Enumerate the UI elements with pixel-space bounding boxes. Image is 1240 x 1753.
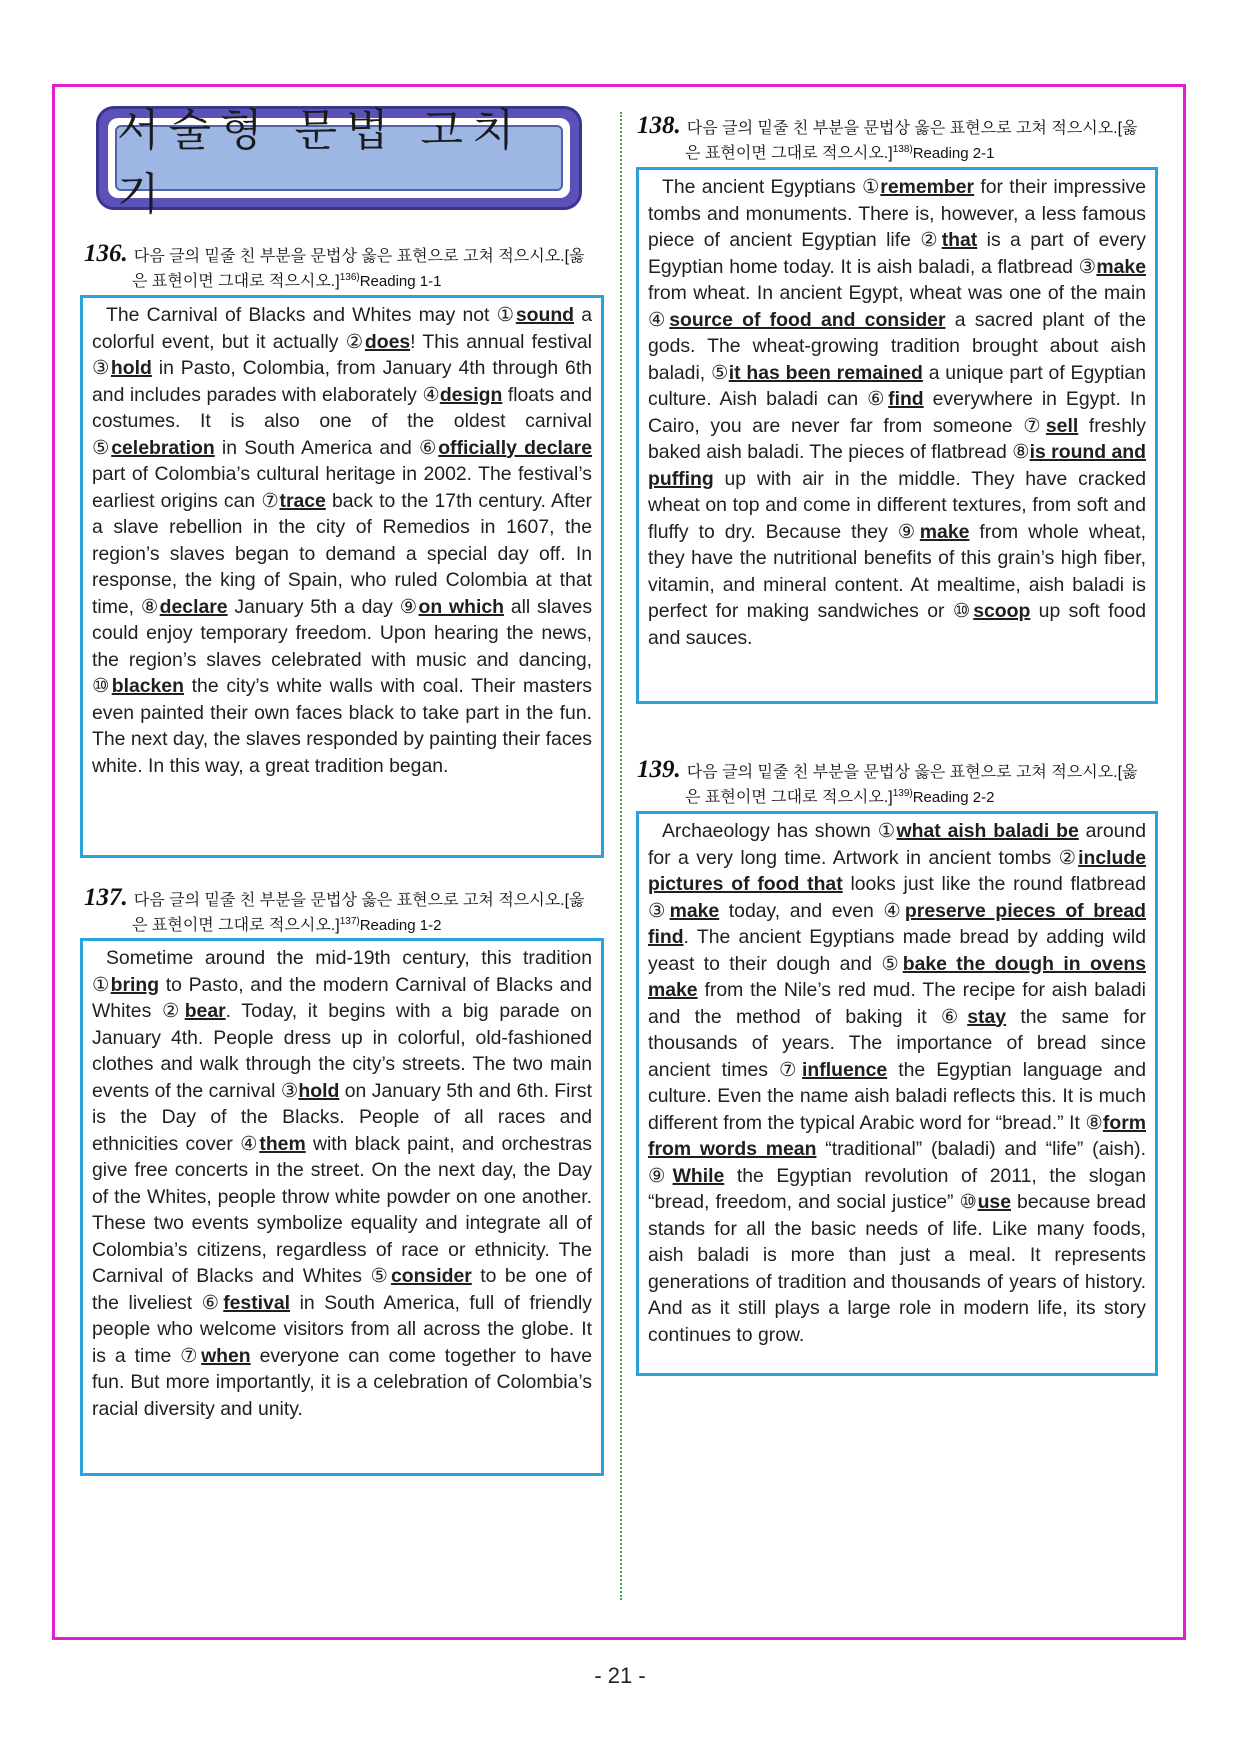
passage-segment: up with air in the middle. They have cracked wheat on top and come in different textures, from soft and fluffy to dry. Because they ⑨	[648, 467, 1146, 543]
underlined-blank: form from words mean	[648, 1111, 1146, 1160]
underlined-blank: use	[977, 1191, 1011, 1213]
passage-segment: the city’s white walls with coal. Their masters even painted their own faces black to take part in the fun. The next day, the slaves responded by painting their faces white. In this way, a great tradition began.	[92, 675, 592, 777]
passage-segment: around for a very long time. Artwork in ancient tombs ②	[648, 820, 1147, 869]
passage-segment: ! This annual festival ③	[92, 330, 592, 379]
passage-segment: January 5th a day ⑨	[227, 595, 419, 618]
passage-segment: everyone can come together to have fun. But more importantly, it is a celebration of Colombia’s racial diversity and unity.	[92, 1344, 592, 1420]
passage-segment: a unique part of Egyptian culture. Aish baladi can ⑥	[648, 361, 1146, 410]
passage-segment: The ancient Egyptians ①	[662, 176, 881, 198]
page-title: 서술형 문법 고치기	[117, 105, 524, 220]
question-137-header	[84, 884, 604, 936]
underlined-blank: make	[669, 899, 720, 922]
underlined-blank: scoop	[973, 600, 1031, 622]
question-instruction: 다음 글의 밑줄 친 부분을 문법상 옳은 표현으로 고쳐 적으시오.[옳	[686, 120, 1138, 137]
underlined-blank: consider	[390, 1265, 472, 1287]
passage-segment: in Pasto, Colombia, from January 4th through 6th and includes parades with elaborately ④	[92, 357, 592, 406]
passage-segment: in South America, full of friendly people who welcome visitors from all across the globe. It is a time ⑦	[92, 1291, 592, 1367]
passage-text-136	[92, 302, 592, 779]
footnote-ref: 138)	[892, 144, 913, 155]
question-instruction-cont: 은 표현이면 그대로 적으시오.]	[132, 273, 340, 290]
reading-reference: Reading 1-1	[359, 273, 442, 290]
passage-segment: is a part of every Egyptian home today. It is aish baladi, a flatbread ③	[648, 229, 1147, 278]
passage-segment: in South America and ⑥	[214, 436, 439, 459]
passage-segment: back to the 17th century. After a slave rebellion in the city of Remedios in 1607, the region’s slaves began to demand a special day off. In response, the king of Spain, who ruled Colombia at that time, ⑧	[92, 489, 592, 618]
underlined-blank: on which	[418, 595, 504, 618]
underlined-blank: bear	[184, 1000, 226, 1022]
question-139-header	[637, 756, 1157, 808]
passage-box-137	[80, 938, 604, 1476]
title-banner-inner	[108, 105, 570, 220]
question-number: 137.	[84, 884, 128, 911]
underlined-blank: hold	[110, 357, 152, 379]
question-instruction: 다음 글의 밑줄 친 부분을 문법상 옳은 표현으로 고쳐 적으시오.[옳	[686, 764, 1138, 781]
underlined-blank: remember	[880, 176, 975, 198]
question-number: 136.	[84, 240, 128, 267]
passage-segment: everywhere in Egypt. In Cairo, you are never far from someone ⑦	[648, 388, 1147, 437]
underlined-blank: it has been remained	[728, 361, 923, 384]
underlined-blank: when	[201, 1344, 251, 1367]
passage-segment: the same for thousands of years. The importance of bread since ancient times ⑦	[648, 1005, 1146, 1081]
underlined-blank: hold	[298, 1079, 340, 1102]
passage-segment: Sometime around the mid-19th century, this tradition ①	[92, 947, 592, 996]
underlined-blank: festival	[223, 1291, 291, 1314]
question-136-header	[84, 240, 604, 292]
underlined-blank: blacken	[111, 675, 184, 697]
underlined-blank: make	[1096, 255, 1146, 278]
passage-segment: all slaves could enjoy temporary freedom. Upon hearing the news, the region’s slaves celebrated with music and dancing, ⑩	[92, 595, 593, 697]
footnote-ref: 139)	[892, 788, 913, 799]
reading-reference: Reading 1-2	[359, 917, 442, 934]
underlined-blank: trace	[279, 489, 326, 512]
passage-segment: Archaeology has shown ①	[662, 820, 897, 842]
question-instruction: 다음 글의 밑줄 친 부분을 문법상 옳은 표현으로 고쳐 적으시오.[옳	[133, 248, 585, 265]
passage-box-138	[636, 167, 1158, 704]
passage-text-139	[648, 818, 1146, 1348]
footnote-ref: 137)	[339, 916, 360, 927]
question-number: 139.	[637, 756, 681, 783]
passage-segment: for their impressive tombs and monuments. There is, however, a less famous piece of ancient Egyptian life ②	[648, 176, 1146, 251]
underlined-blank: them	[259, 1132, 306, 1155]
underlined-blank: include pictures of food that	[648, 846, 1146, 895]
passage-segment: looks just like the round flatbread ③	[648, 873, 1147, 922]
passage-segment: a sacred plant of the gods. The wheat-growing tradition brought about aish baladi, ⑤	[648, 308, 1146, 384]
underlined-blank: bring	[110, 973, 160, 996]
passage-segment: part of Colombia’s cultural heritage in 2002. The festival’s earliest origins can ⑦	[92, 463, 592, 512]
passage-segment: from the Nile’s red mud. The recipe for aish baladi and the method of baking it ⑥	[648, 979, 1146, 1028]
passage-segment: the Egyptian language and culture. Even the name aish baladi reflects this. It is much different from the typical Arabic word for “bread.” It ⑧	[648, 1058, 1146, 1134]
underlined-blank: make	[919, 520, 970, 543]
underlined-blank: does	[364, 330, 411, 353]
underlined-blank: preserve pieces of bread find	[648, 899, 1147, 948]
passage-text-137	[92, 945, 592, 1422]
underlined-blank: bake the dough in ovens make	[648, 952, 1146, 1001]
page-number: - 21 -	[594, 1663, 646, 1688]
underlined-blank: that	[941, 229, 978, 251]
passage-segment: freshly baked aish baladi. The pieces of flatbread ⑧	[648, 414, 1146, 463]
column-divider	[620, 112, 622, 1600]
footnote-ref: 136)	[339, 272, 360, 283]
passage-text-138	[648, 174, 1146, 651]
passage-segment: The Carnival of Blacks and Whites may not ①	[106, 304, 516, 326]
underlined-blank: celebration	[111, 436, 215, 459]
question-138-header	[637, 112, 1157, 164]
underlined-blank: influence	[802, 1058, 888, 1081]
passage-segment: today, and even ④	[719, 899, 905, 922]
underlined-blank: find	[888, 388, 924, 410]
question-instruction-cont: 은 표현이면 그대로 적으시오.]	[685, 789, 893, 806]
question-instruction: 다음 글의 밑줄 친 부분을 문법상 옳은 표현으로 고쳐 적으시오.[옳	[133, 892, 585, 909]
passage-segment: floats and costumes. It is also one of the oldest carnival ⑤	[92, 383, 592, 459]
passage-box-139	[636, 811, 1158, 1376]
passage-segment: the Egyptian revolution of 2011, the slogan “bread, freedom, and social justice” ⑩	[648, 1164, 1146, 1213]
underlined-blank: design	[439, 383, 503, 406]
underlined-blank: what aish baladi be	[896, 820, 1079, 842]
passage-segment: to be one of the liveliest ⑥	[92, 1265, 592, 1314]
passage-segment: a colorful event, but it actually ②	[92, 304, 593, 353]
passage-segment: to Pasto, and the modern Carnival of Blacks and Whites ②	[92, 973, 592, 1022]
underlined-blank: While	[672, 1164, 725, 1187]
passage-segment: from wheat. In ancient Egypt, wheat was one of the main ④	[648, 282, 1146, 331]
underlined-blank: sell	[1045, 414, 1079, 437]
underlined-blank: stay	[967, 1005, 1007, 1028]
reading-reference: Reading 2-1	[912, 145, 995, 162]
title-banner	[96, 105, 582, 220]
passage-segment: . The ancient Egyptians made bread by adding wild yeast to their dough and ⑤	[648, 926, 1146, 975]
question-instruction-cont: 은 표현이면 그대로 적으시오.]	[685, 145, 893, 162]
underlined-blank: officially declare	[438, 436, 593, 459]
underlined-blank: sound	[515, 304, 575, 326]
passage-segment: because bread stands for all the basic needs of life. Like many foods, aish baladi is more than just a meal. It represents generations of tradition and thousands of years of history. And as it still plays a large role in modern life, its story continues to grow.	[648, 1191, 1146, 1346]
underlined-blank: source of food and consider	[669, 308, 946, 331]
passage-segment: from whole wheat, they have the nutritional benefits of this grain’s high fiber, vitamin, and mineral content. At mealtime, aish baladi is perfect for making sandwiches or ⑩	[648, 520, 1146, 622]
passage-segment: up soft food and sauces.	[648, 600, 1146, 649]
underlined-blank: declare	[159, 595, 228, 618]
passage-box-136	[80, 295, 604, 858]
passage-segment: on January 5th and 6th. First is the Day of the Blacks. People of all races and ethnicities cover ④	[92, 1079, 592, 1155]
question-number: 138.	[637, 112, 681, 139]
title-banner-core	[115, 105, 563, 220]
reading-reference: Reading 2-2	[912, 789, 995, 806]
passage-segment: . Today, it begins with a big parade on January 4th. People dress up in colorful, old-fashioned clothes and walk through the city’s streets. The two main events of the carnival ③	[92, 1000, 592, 1102]
passage-segment: “traditional” (baladi) and “life” (aish). ⑨	[648, 1138, 1146, 1187]
question-instruction-cont: 은 표현이면 그대로 적으시오.]	[132, 917, 340, 934]
passage-segment: with black paint, and orchestras give free concerts in the street. On the next day, the Day of the Whites, people throw white powder on one another. These two events symbolize equality and integrate all of Colombia’s citizens, regardless of race or ethnicity. The Carnival of Blacks and Whites ⑤	[92, 1132, 592, 1287]
underlined-blank: is round and puffing	[648, 441, 1146, 490]
